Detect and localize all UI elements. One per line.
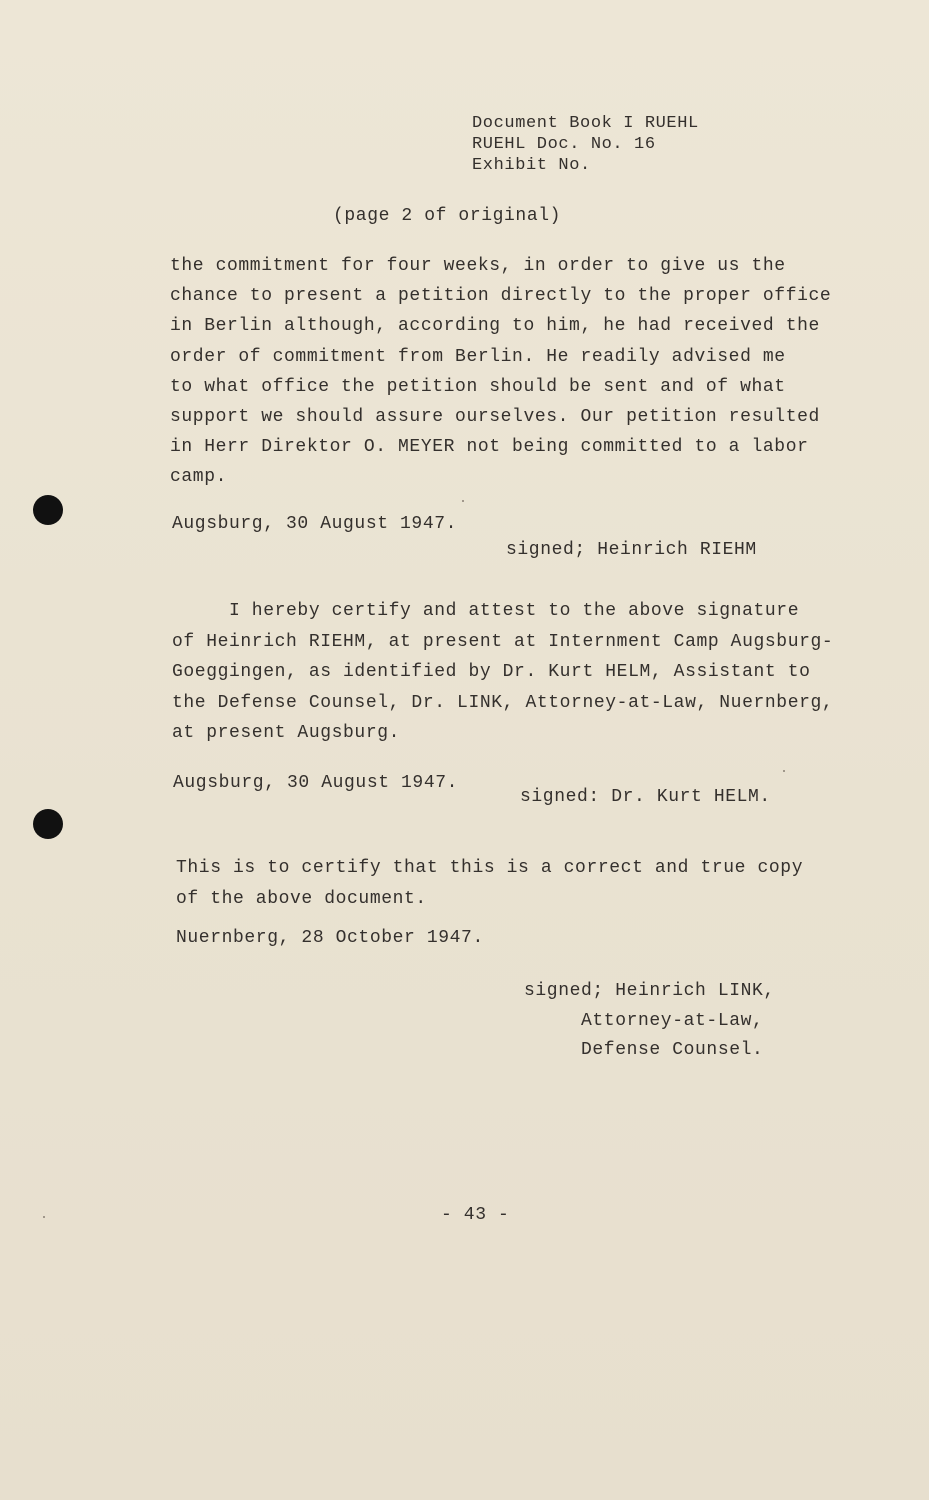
header-doc-number: RUEHL Doc. No. 16 <box>472 135 656 154</box>
text-line: This is to certify that this is a correct and true copy <box>176 858 804 878</box>
text-line: the Defense Counsel, Dr. LINK, Attorney-at-Law, Nuernberg, <box>172 692 834 713</box>
header-exhibit-number: Exhibit No. <box>472 156 591 175</box>
punch-hole-bottom <box>33 809 63 839</box>
text-line: to what office the petition should be sent and of what <box>170 376 786 397</box>
counsel-title: Attorney-at-Law, <box>581 1010 764 1031</box>
counsel-signature: signed; Heinrich LINK, <box>524 981 775 1001</box>
header-document-book: Document Book I RUEHL <box>472 114 699 133</box>
attestation-signature: signed: Dr. Kurt HELM. <box>520 787 771 807</box>
text-line: of the above document. <box>176 889 427 909</box>
page-number: - 43 - <box>441 1205 510 1225</box>
text-line: Goeggingen, as identified by Dr. Kurt HELM, Assistant to <box>172 662 811 683</box>
text-line: in Herr Direktor O. MEYER not being committed to a labor <box>170 437 809 458</box>
text-line: order of commitment from Berlin. He readily advised me <box>170 346 786 367</box>
attestation-paragraph <box>172 596 833 749</box>
affidavit-date: Augsburg, 30 August 1947. <box>172 514 458 534</box>
counsel-role: Defense Counsel. <box>581 1040 764 1060</box>
text-line: of Heinrich RIEHM, at present at Internment Camp Augsburg- <box>172 631 834 652</box>
paper-speck <box>462 500 464 502</box>
counsel-signature-block <box>524 977 775 1066</box>
text-line: camp. <box>170 467 228 488</box>
certification-paragraph <box>176 853 803 915</box>
document-header <box>472 113 699 176</box>
text-line: the commitment for four weeks, in order to give us the <box>170 256 786 276</box>
affidavit-paragraph <box>170 251 831 493</box>
attestation-date: Augsburg, 30 August 1947. <box>173 773 459 793</box>
original-page-note: (page 2 of original) <box>333 206 562 226</box>
text-line: chance to present a petition directly to the proper office <box>170 286 832 307</box>
text-line: support we should assure ourselves. Our petition resulted <box>170 407 820 428</box>
text-line: I hereby certify and attest to the above signature <box>172 601 800 621</box>
paper-speck <box>43 1216 45 1218</box>
text-line: in Berlin although, according to him, he had received the <box>170 316 820 337</box>
text-line: at present Augsburg. <box>172 723 401 744</box>
certification-date: Nuernberg, 28 October 1947. <box>176 928 484 948</box>
punch-hole-top <box>33 495 63 525</box>
paper-speck <box>783 770 785 772</box>
affiant-signature: signed; Heinrich RIEHM <box>506 540 757 560</box>
